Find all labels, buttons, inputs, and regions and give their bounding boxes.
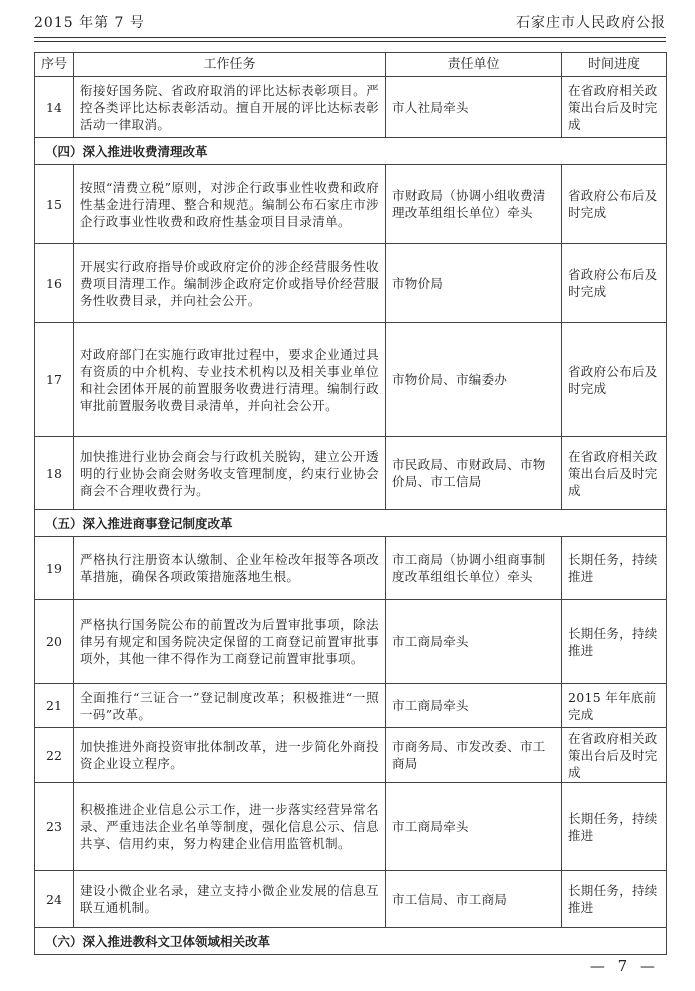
- row-number: 17: [35, 323, 74, 437]
- table-row: [35, 871, 667, 928]
- row-unit: 市工信局、市工商局: [386, 871, 562, 928]
- table-header-row: [35, 53, 667, 77]
- section-title: （四）深入推进收费清理改革: [35, 138, 667, 165]
- table-row: [35, 77, 667, 138]
- page-number: — 7 —: [589, 957, 659, 975]
- row-time: 在省政府相关政策出台后及时完成: [562, 77, 667, 138]
- row-unit: 市工商局牵头: [386, 600, 562, 684]
- row-task: 加快推进外商投资审批体制改革，进一步简化外商投资企业设立程序。: [74, 728, 386, 783]
- row-task: 严格执行注册资本认缴制、企业年检改年报等各项改革措施，确保各项政策措施落地生根。: [74, 537, 386, 600]
- row-time: 长期任务，持续推进: [562, 783, 667, 871]
- table-row: [35, 244, 667, 323]
- row-unit: 市工商局牵头: [386, 783, 562, 871]
- row-number: 16: [35, 244, 74, 323]
- issue-label: 2015 年第 7 号: [34, 15, 145, 31]
- row-time: 长期任务，持续推进: [562, 600, 667, 684]
- col-header-unit: 责任单位: [386, 53, 562, 77]
- row-number: 19: [35, 537, 74, 600]
- table-row: [35, 323, 667, 437]
- section-title: （五）深入推进商事登记制度改革: [35, 510, 667, 537]
- section-row: [35, 510, 667, 537]
- row-number: 24: [35, 871, 74, 928]
- row-time: 省政府公布后及时完成: [562, 323, 667, 437]
- section-row: [35, 928, 667, 955]
- table-row: [35, 600, 667, 684]
- row-unit: 市工商局牵头: [386, 684, 562, 728]
- row-task: 对政府部门在实施行政审批过程中，要求企业通过具有资质的中介机构、专业技术机构以及相关事业单位和社会团体开展的前置服务收费进行清理。编制行政审批前置服务收费目录清单，并向社会公开。: [74, 323, 386, 437]
- row-unit: 市商务局、市发改委、市工商局: [386, 728, 562, 783]
- row-unit: 市物价局: [386, 244, 562, 323]
- row-unit: 市人社局牵头: [386, 77, 562, 138]
- row-number: 15: [35, 165, 74, 244]
- row-time: 2015 年年底前完成: [562, 684, 667, 728]
- table-row: [35, 165, 667, 244]
- row-task: 全面推行“三证合一”登记制度改革；积极推进“一照一码”改革。: [74, 684, 386, 728]
- row-number: 20: [35, 600, 74, 684]
- row-unit: 市工商局（协调小组商事制度改革组组长单位）牵头: [386, 537, 562, 600]
- row-task: 加快推进行业协会商会与行政机关脱钩，建立公开透明的行业协会商会财务收支管理制度，约束行业协会商会不合理收费行为。: [74, 437, 386, 510]
- row-time: 在省政府相关政策出台后及时完成: [562, 437, 667, 510]
- row-number: 14: [35, 77, 74, 138]
- row-time: 长期任务，持续推进: [562, 871, 667, 928]
- row-time: 省政府公布后及时完成: [562, 244, 667, 323]
- publication-title: 石家庄市人民政府公报: [516, 15, 666, 31]
- row-task: 建设小微企业名录，建立支持小微企业发展的信息互联互通机制。: [74, 871, 386, 928]
- col-header-time: 时间进度: [562, 53, 667, 77]
- row-task: 开展实行政府指导价或政府定价的涉企经营服务性收费项目清理工作。编制涉企政府定价或指导价经营服务性收费目录，并向社会公开。: [74, 244, 386, 323]
- col-header-num: 序号: [35, 53, 74, 77]
- row-unit: 市民政局、市财政局、市物价局、市工信局: [386, 437, 562, 510]
- row-task: 按照“清费立税”原则，对涉企行政事业性收费和政府性基金进行清理、整合和规范。编制公布石家庄市涉企行政事业性收费和政府性基金项目目录清单。: [74, 165, 386, 244]
- row-time: 省政府公布后及时完成: [562, 165, 667, 244]
- header-rule-thick: [34, 37, 666, 38]
- row-number: 23: [35, 783, 74, 871]
- section-row: [35, 138, 667, 165]
- row-time: 在省政府相关政策出台后及时完成: [562, 728, 667, 783]
- row-task: 积极推进企业信息公示工作，进一步落实经营异常名录、严重违法企业名单等制度，强化信息公示、信息共享、信用约束，努力构建企业信用监管机制。: [74, 783, 386, 871]
- table-row: [35, 783, 667, 871]
- row-unit: 市物价局、市编委办: [386, 323, 562, 437]
- table-row: [35, 537, 667, 600]
- header-rule-thin: [34, 41, 666, 42]
- row-number: 22: [35, 728, 74, 783]
- section-title: （六）深入推进教科文卫体领域相关改革: [35, 928, 667, 955]
- page-header: [34, 12, 666, 34]
- row-number: 18: [35, 437, 74, 510]
- table-row: [35, 728, 667, 783]
- row-number: 21: [35, 684, 74, 728]
- col-header-task: 工作任务: [74, 53, 386, 77]
- reform-task-table: [34, 52, 667, 955]
- row-task: 严格执行国务院公布的前置改为后置审批事项，除法律另有规定和国务院决定保留的工商登记前置审批事项外，其他一律不得作为工商登记前置审批事项。: [74, 600, 386, 684]
- row-unit: 市财政局（协调小组收费清理改革组组长单位）牵头: [386, 165, 562, 244]
- row-task: 衔接好国务院、省政府取消的评比达标表彰项目。严控各类评比达标表彰活动。擅自开展的评比达标表彰活动一律取消。: [74, 77, 386, 138]
- table-row: [35, 684, 667, 728]
- row-time: 长期任务，持续推进: [562, 537, 667, 600]
- table-row: [35, 437, 667, 510]
